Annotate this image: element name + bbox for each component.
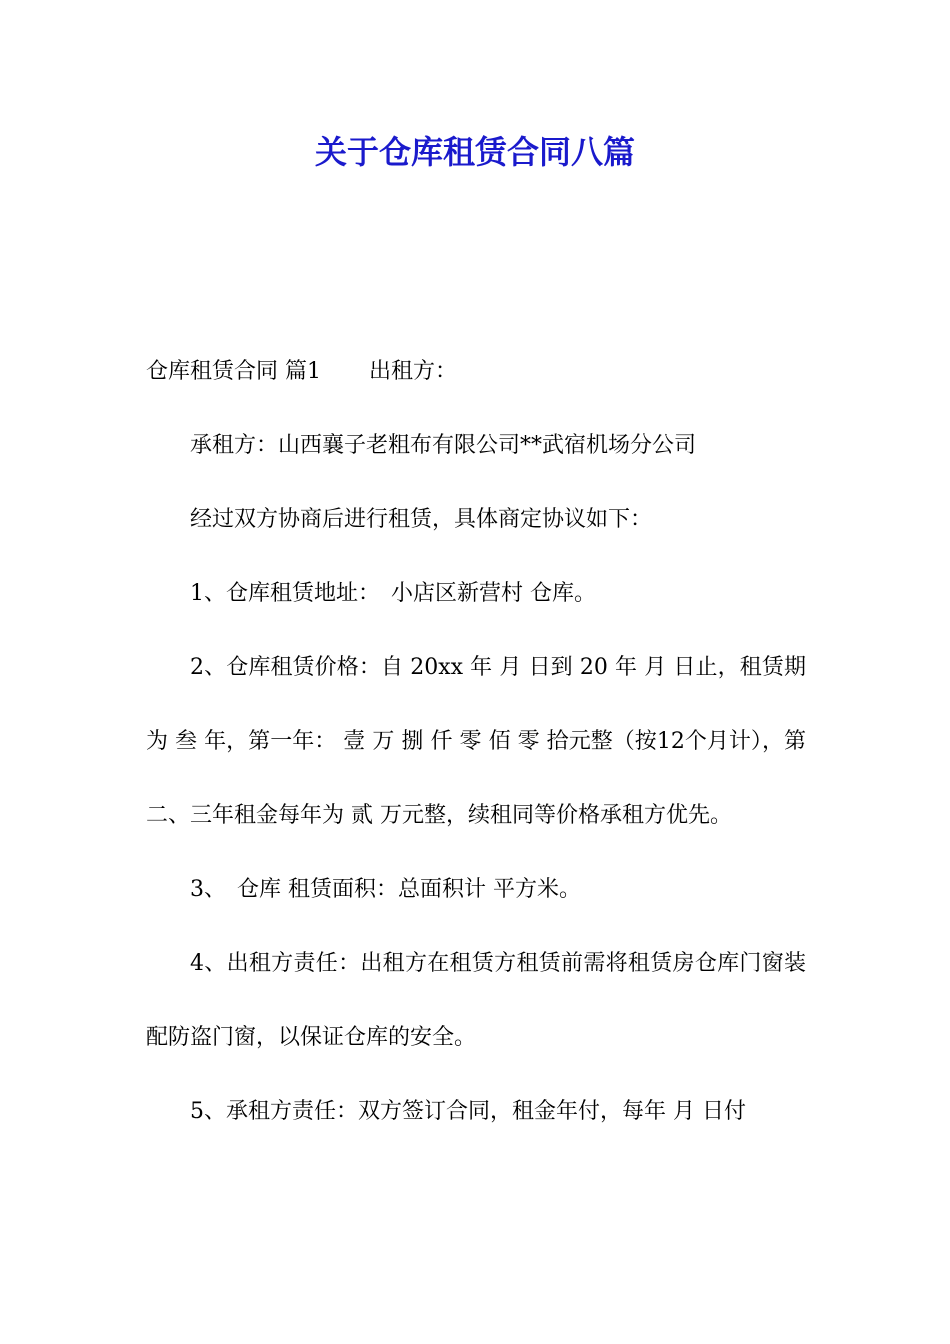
paragraph-agreement-intro: 经过双方协商后进行租赁，具体商定协议如下： [190, 507, 653, 532]
paragraph-clause-3: 3、 仓库 租赁面积：总面积计 平方米。 [190, 877, 581, 902]
document-body [146, 335, 806, 1149]
paragraph-clause-2: 2、仓库租赁价格：自 20xx 年 月 日到 20 年 月 日止，租赁期为 叁 年，第一年： 壹 万 捌 仟 零 佰 零 拾元整（按12个月计），第二、三年租金每年为 贰 万元整，续租同等价格承租方优先。 [146, 655, 806, 828]
paragraph-clause-1: 1、仓库租赁地址： 小店区新营村 仓库。 [190, 581, 596, 606]
paragraph-clause-5: 5、承租方责任：双方签订合同，租金年付，每年 月 日付 [190, 1099, 746, 1124]
section-heading-line [146, 335, 806, 409]
lessor-label: 出租方： [369, 359, 458, 384]
section-heading: 仓库租赁合同 篇1 [146, 359, 321, 384]
paragraph-clause-4: 4、出租方责任：出租方在租赁方租赁前需将租赁房仓库门窗装配防盗门窗，以保证仓库的安全。 [146, 951, 806, 1050]
paragraph-lessee: 承租方：山西襄子老粗布有限公司**武宿机场分公司 [190, 433, 697, 458]
document-title: 关于仓库租赁合同八篇 [314, 133, 635, 171]
